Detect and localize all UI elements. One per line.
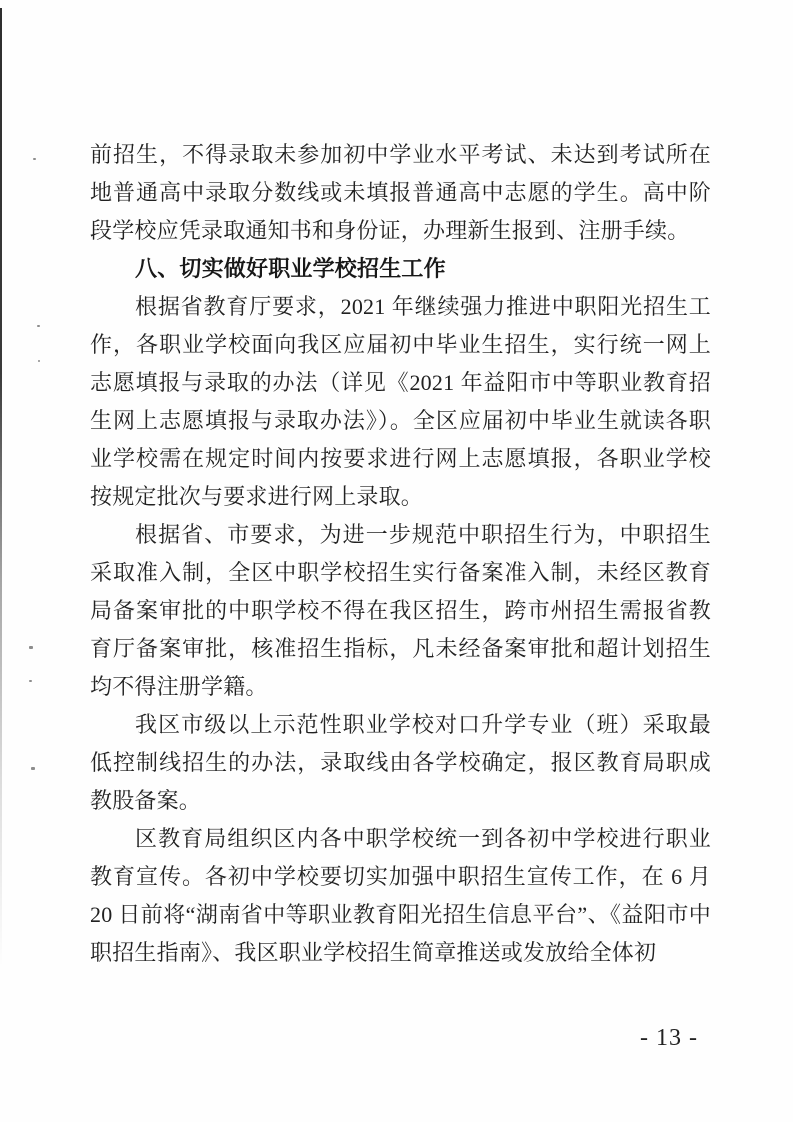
- paragraph: 根据省、市要求，为进一步规范中职招生行为，中职招生采取准入制，全区中职学校招生实行备案准入制，未经区教育局备案审批的中职学校不得在我区招生，跨市州招生需报省教育厅备案审批，核准招生指标，凡未经备案审批和超计划招生均不得注册学籍。: [90, 522, 711, 699]
- paragraph: 区教育局组织区内各中职学校统一到各初中学校进行职业教育宣传。各初中学校要切实加强中职招生宣传工作，在 6 月 20 日前将“湖南省中等职业教育阳光招生信息平台”、《益阳市中职招生指南》、我区职业学校招生简章推送或发放给全体初: [90, 826, 711, 965]
- scan-speck: [29, 646, 33, 649]
- scan-speck: [37, 325, 40, 327]
- paragraph: 根据省教育厅要求，2021 年继续强力推进中职阳光招生工作，各职业学校面向我区应届初中毕业生招生，实行统一网上志愿填报与录取的办法（详见《2021 年益阳市中等职业教育招生网上志愿填报与录取办法》）。全区应届初中毕业生就读各职业学校需在规定时间内按要求进行网上志愿填报，各职业学校按规定批次与要求进行网上录取。: [90, 294, 711, 509]
- scan-speck: [33, 158, 36, 160]
- scan-edge-artifact: [0, 8, 2, 968]
- scan-speck: [29, 680, 32, 682]
- scan-speck: [38, 360, 40, 362]
- paragraph: 我区市级以上示范性职业学校对口升学专业（班）采取最低控制线招生的办法，录取线由各学校确定，报区教育局职成教股备案。: [90, 712, 711, 813]
- section-heading: 八、切实做好职业学校招生工作: [135, 256, 446, 281]
- page-number: - 13 -: [640, 1025, 698, 1051]
- scan-speck: [31, 767, 35, 770]
- paragraph-continuation: 前招生，不得录取未参加初中学业水平考试、未达到考试所在地普通高中录取分数线或未填报普通高中志愿的学生。高中阶段学校应凭录取通知书和身份证，办理新生报到、注册手续。: [90, 142, 711, 243]
- document-body: [90, 136, 711, 972]
